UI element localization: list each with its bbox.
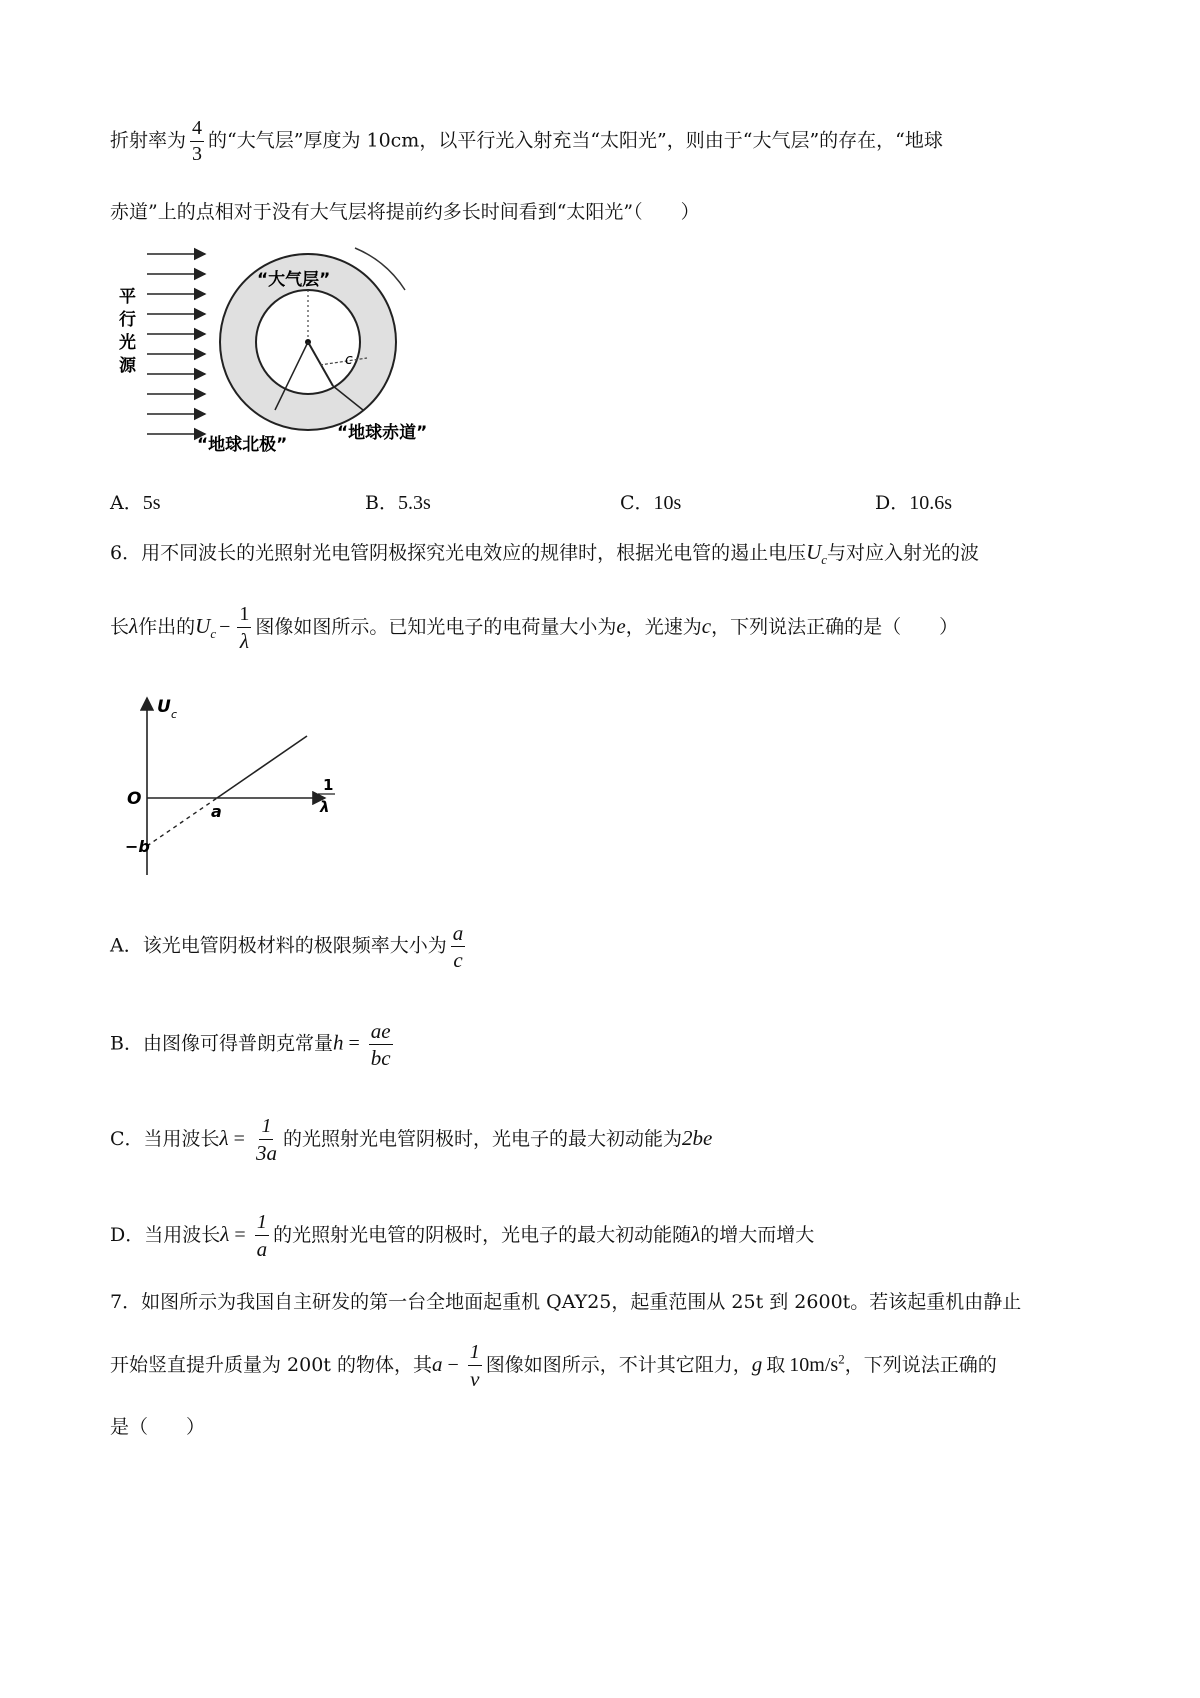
planck-fraction [369,1020,393,1069]
lambda-symbol: λ [219,1126,229,1151]
option-text: A．该光电管阴极材料的极限频率大小为 [110,934,447,957]
origin-label: O [127,789,142,809]
fraction-denominator: 3a [255,1141,277,1165]
option-text: 5.3s [397,492,431,514]
inverse-velocity-fraction [468,1342,482,1390]
q6-text: 作出的 [138,616,196,639]
e-symbol: e [616,614,626,639]
energy-value: 2be [681,1126,713,1151]
q6-option-b [110,1020,397,1069]
option-text: 10s [653,492,682,514]
inverse-lambda-fraction [237,604,251,652]
fraction-numerator: 1 [259,1116,273,1140]
y-axis-label-sub: c [171,708,178,721]
uc-vs-inverse-lambda-graph [125,690,355,880]
fraction-numerator: 1 [468,1342,482,1366]
q5-option-d [875,488,952,515]
atmosphere-label: “大气层” [257,270,331,290]
q6-text: 与对应入射光的波 [827,542,980,564]
fraction-denominator: λ [239,629,249,653]
option-text: 的光照射光电管的阴极时，光电子的最大初动能随 [273,1224,692,1247]
fraction-denominator: v [470,1367,480,1391]
a-symbol: a [431,1352,443,1377]
q5-option-c [620,488,681,515]
lambda-symbol: λ [220,1222,230,1247]
q6-line2 [110,604,958,652]
gravity-value: 10m/s [789,1354,839,1377]
option-text: B．由图像可得普朗克常量 [110,1032,333,1055]
q6-option-c [110,1116,712,1164]
q7-line2 [110,1342,997,1390]
source-label-char: 源 [119,356,136,376]
wavelength-fraction [254,1116,279,1164]
option-key: A． [110,492,143,514]
lambda-symbol: λ [691,1222,701,1247]
x-intercept-label: a [211,802,222,821]
q6-text: 长 [110,616,130,639]
fraction-denominator: 3 [192,143,203,165]
option-text: C．当用波长 [110,1128,220,1151]
lambda-symbol: λ [129,614,139,639]
q7-text: 开始竖直提升质量为 200t 的物体，其 [110,1354,432,1377]
data-line-solid [217,736,307,798]
source-label-char: 行 [119,310,136,330]
q7-text: ，下列说法正确的 [844,1354,997,1377]
fraction-numerator: ae [369,1020,393,1045]
y-axis-label: U [157,697,171,717]
c-symbol: c [701,614,712,639]
q7-line1: 7．如图所示为我国自主研发的第一台全地面起重机 QAY25，起重范围从 25t 到 2600t。若该起重机由静止 [110,1291,1022,1313]
point-c-label: c [345,352,353,368]
exponent: 2 [838,1351,845,1367]
wavelength-fraction [255,1212,270,1260]
source-label-char: 平 [119,287,136,307]
parallel-light-rays [147,254,205,434]
option-key: B． [365,492,398,514]
q6-line1 [110,538,979,568]
q5-text: 折射率为 [110,129,187,152]
minus-sign: − [442,1354,464,1377]
q5-line2: 赤道”上的点相对于没有大气层将提前约多长时间看到“太阳光”（ ） [110,201,700,223]
q7-line3: 是（ ） [110,1416,206,1438]
q6-text: ，下列说法正确的是（ ） [711,616,959,639]
option-text: 的光照射光电管阴极时，光电子的最大初动能为 [282,1128,682,1151]
fraction-denominator: bc [370,1046,391,1071]
uc-symbol: U [195,614,211,639]
x-axis-label-den: λ [320,798,330,816]
q6-option-d [110,1212,814,1260]
option-key: C． [620,492,654,514]
q5-text: 的“大气层”厚度为 10cm，以平行光入射充当“太阳光”，则由于“大气层”的存在，“地球 [208,129,943,152]
q6-text: 图像如图所示。已知光电子的电荷量大小为 [255,616,617,639]
source-label-char: 光 [119,333,136,353]
uc-subscript: c [210,625,217,641]
q6-text: ，光速为 [625,616,702,639]
threshold-frequency-fraction [451,922,466,971]
q5-line1 [110,118,943,165]
uc-subscript: c [821,551,828,567]
fraction-numerator: a [451,922,466,947]
option-text: 的增大而增大 [700,1224,815,1247]
y-intercept-label: −b [125,837,150,856]
fraction-denominator: c [453,948,463,973]
x-axis-label-num: 1 [323,776,334,794]
refractive-index-fraction [190,118,204,165]
equator-label: “地球赤道” [337,423,428,443]
option-key: D． [875,492,910,514]
option-text: 10.6s [909,492,953,514]
h-symbol: h [332,1030,344,1055]
minus-sign: − [219,616,231,639]
equals-sign: = [228,1128,250,1151]
q7-text: 取 [766,1354,786,1377]
fraction-numerator: 1 [237,604,251,628]
equals-sign: = [229,1224,251,1247]
fraction-numerator: 1 [255,1212,269,1236]
fraction-denominator: a [256,1237,268,1261]
fraction-numerator: 4 [190,118,204,142]
option-text: D．当用波长 [110,1224,221,1247]
g-symbol: g [751,1352,763,1377]
option-text: 5s [142,492,161,514]
q5-option-b [365,488,431,515]
equals-sign: = [343,1032,365,1055]
uc-symbol: U [806,540,822,564]
q5-option-a [110,488,161,515]
data-line-extension [147,798,217,846]
q7-text: 图像如图所示，不计其它阻力， [485,1354,752,1377]
q6-text: 6．用不同波长的光照射光电管阴极探究光电效应的规律时，根据光电管的遏止电压 [110,542,807,564]
atmosphere-diagram [105,240,505,460]
q6-option-a [110,922,469,971]
north-pole-label: “地球北极” [197,435,288,455]
